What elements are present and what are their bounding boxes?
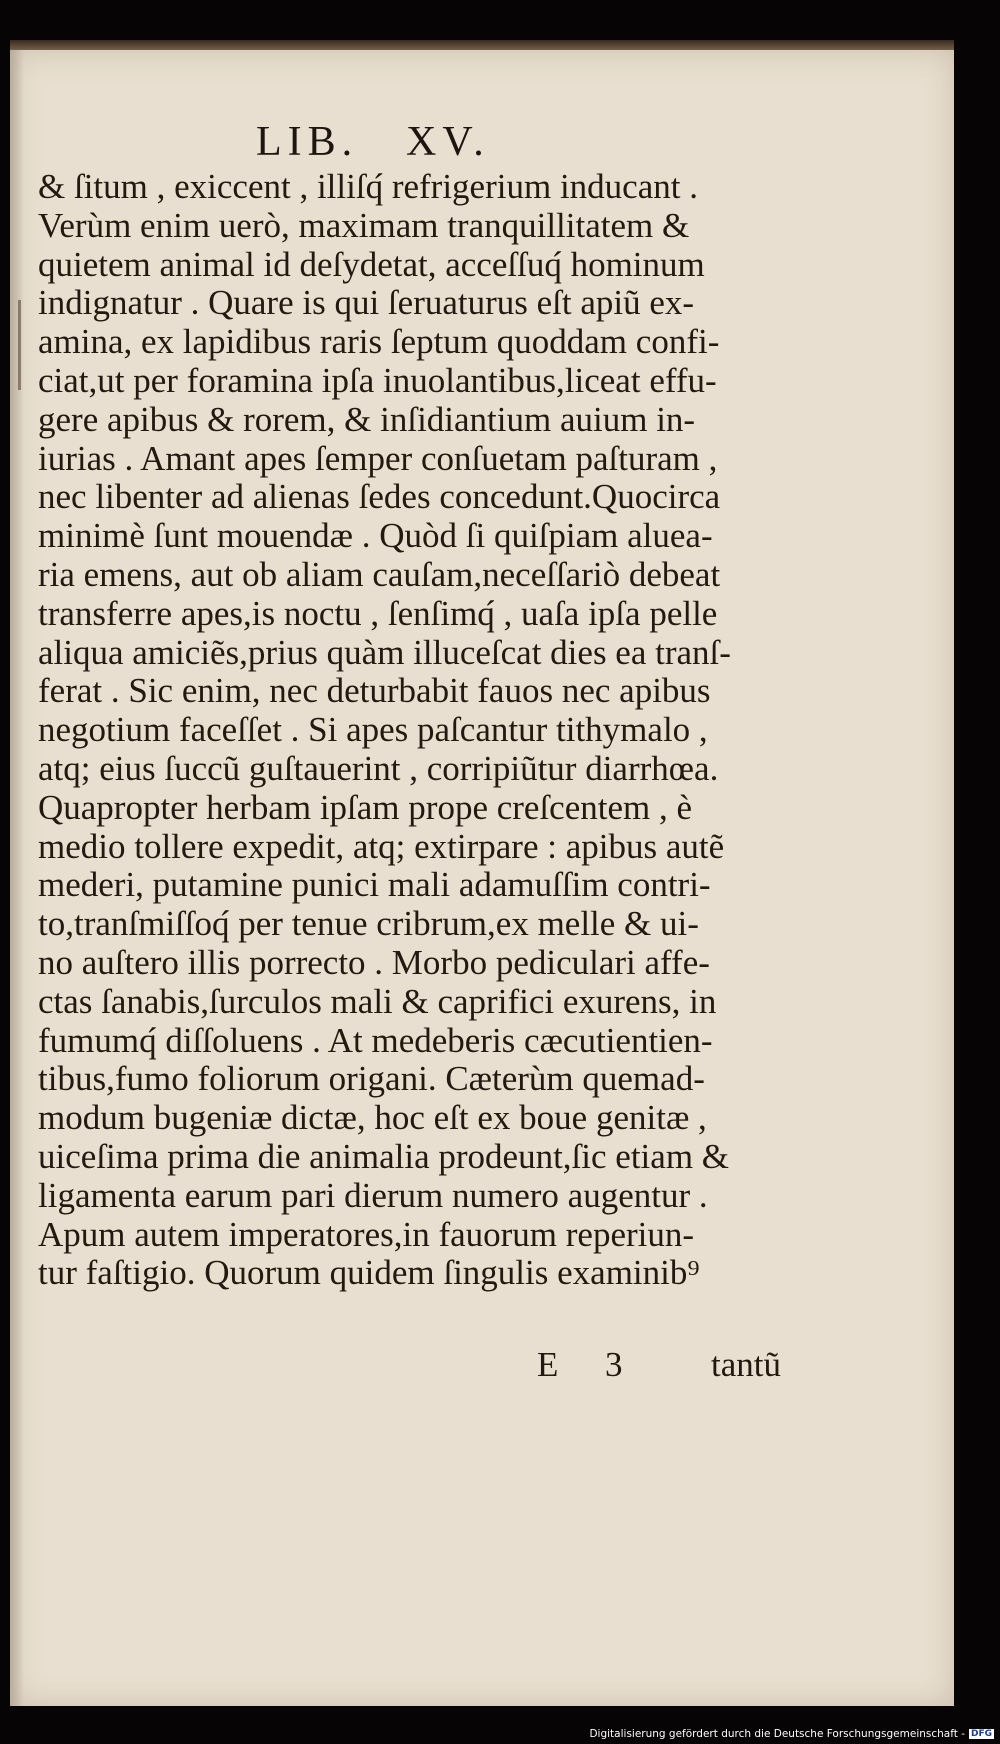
text-line: Verùm enim uerò, maximam tranquillitatem & (38, 206, 690, 245)
margin-mark (18, 300, 21, 390)
running-head (256, 118, 536, 166)
text-line: tibus,fumo foliorum origani. Cæterùm quemad- (38, 1060, 705, 1099)
text-line: ciat,ut per foramina ipſa inuolantibus,liceat effu- (38, 361, 717, 400)
text-line: to,tranſmiſſoq́ per tenue cribrum,ex melle & ui- (38, 905, 699, 944)
text-line: indignatur . Quare is qui ſeruaturus eſt apiũ ex- (38, 284, 695, 323)
page-gutter-shadow (10, 50, 24, 1706)
text-line: atq; eius ſuccũ guſtauerint , corripiũtur diarrhœa. (38, 749, 719, 788)
text-line: fumumq́ diſſoluens . At medeberis cæcutientien- (38, 1021, 713, 1060)
digitization-credit (589, 1728, 994, 1740)
text-line: ctas ſanabis,ſurculos mali & caprifici exurens, in (38, 982, 717, 1021)
text-line: transferre apes,is noctu , ſenſimq́ , uaſa ipſa pelle (38, 594, 718, 633)
credit-text: Digitalisierung gefördert durch die Deutsche Forschungsgemeinschaft - (589, 1728, 965, 1740)
catchword: tantũ (711, 1345, 781, 1384)
text-line: ligamenta earum pari dierum numero augentur . (38, 1176, 708, 1215)
text-line: ria emens, aut ob aliam cauſam,neceſſariò debeat (38, 555, 721, 594)
running-head-book: LIB. (256, 119, 359, 165)
text-line: amina, ex lapidibus raris ſeptum quoddam confi- (38, 323, 720, 362)
text-line: mederi, putamine punici mali adamuſſim contri- (38, 866, 711, 905)
text-line: negotium faceſſet . Si apes paſcantur tithymalo , (38, 711, 708, 750)
text-line: medio tollere expedit, atq; extirpare : apibus autẽ (38, 827, 725, 866)
text-line: minimè ſunt mouendæ . Quòd ſi quiſpiam aluea- (38, 517, 713, 556)
text-line: tur faſtigio. Quorum quidem ſingulis examinib⁹ (38, 1254, 700, 1293)
body-text (38, 168, 778, 1293)
text-line: Quapropter herbam ipſam prope creſcentem , è (38, 788, 693, 827)
text-line: no auſtero illis porrecto . Morbo pediculari affe- (38, 943, 710, 982)
running-head-number: XV. (406, 119, 490, 165)
text-line: uiceſima prima die animalia prodeunt,ſic etiam & (38, 1137, 730, 1176)
text-line: quietem animal id deſydetat, acceſſuq́ hominum (38, 245, 705, 284)
text-line: Apum autem imperatores,in fauorum reperiun- (38, 1215, 695, 1254)
page-footer (537, 1345, 797, 1385)
text-line: ferat . Sic enim, nec deturbabit fauos nec apibus (38, 672, 711, 711)
text-line: gere apibus & rorem, & inſidiantium auium in- (38, 400, 696, 439)
text-line: nec libenter ad alienas ſedes concedunt.Quocirca (38, 478, 721, 517)
text-line: aliqua amiciẽs,prius quàm illuceſcat dies ea tranſ- (38, 633, 731, 672)
text-line: & ſitum , exiccent , illiſq́ refrigerium inducant . (38, 168, 698, 206)
signature-mark: E (537, 1345, 559, 1384)
text-line: modum bugeniæ dictæ, hoc eſt ex boue genitæ , (38, 1099, 707, 1138)
dfg-logo: DFG (970, 1729, 992, 1739)
text-line: iurias . Amant apes ſemper conſuetam paſturam , (38, 439, 718, 478)
signature-number: 3 (605, 1345, 623, 1384)
